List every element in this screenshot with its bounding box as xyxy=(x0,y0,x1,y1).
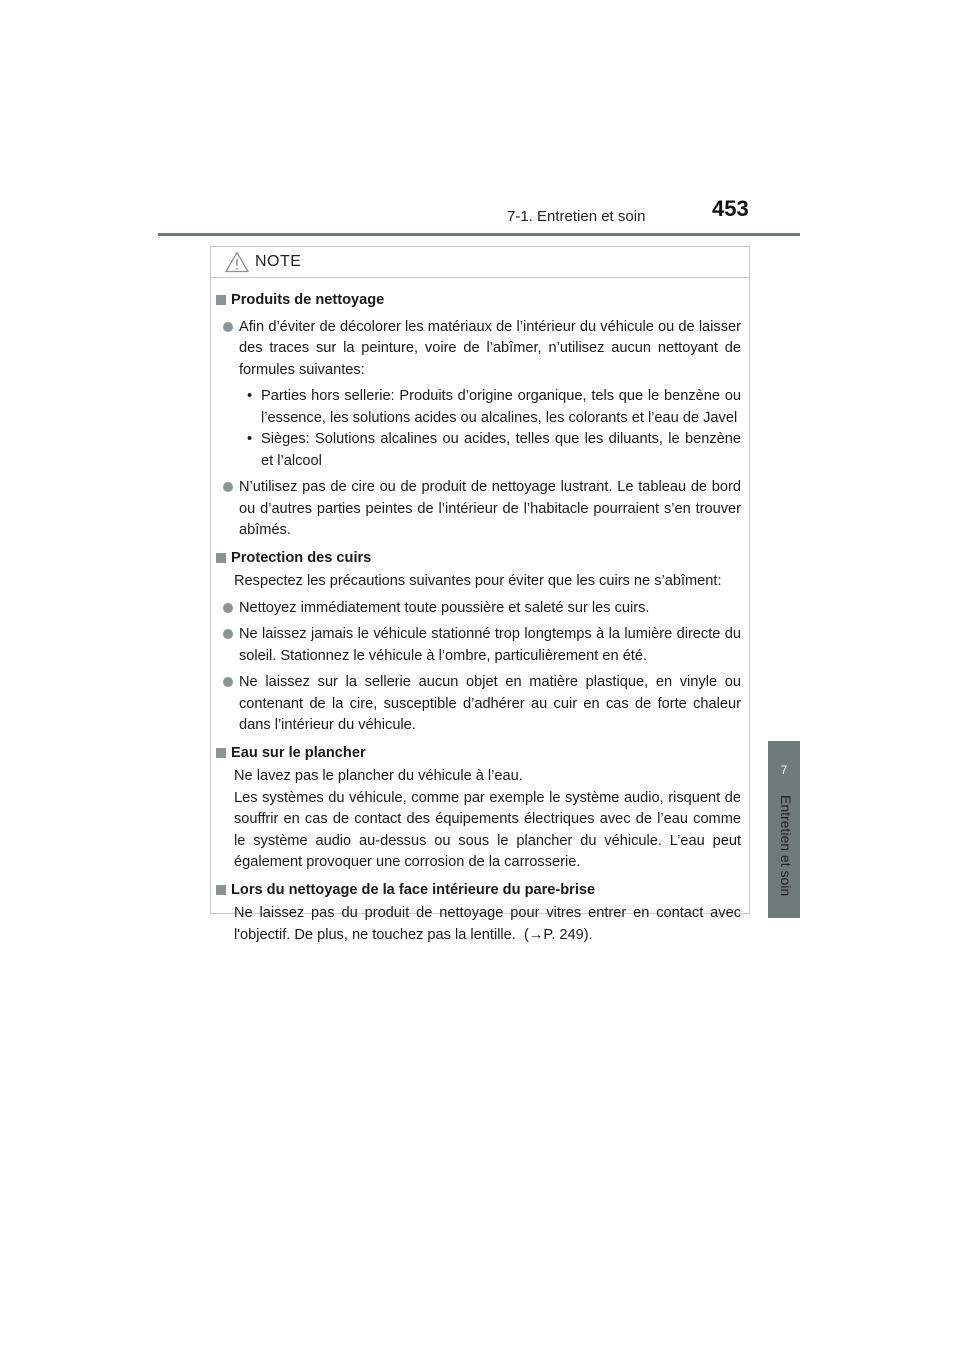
square-bullet-icon xyxy=(216,295,226,305)
note-box xyxy=(210,246,750,943)
section-heading-leather-protection: Protection des cuirs xyxy=(216,548,741,570)
section-heading-water-on-floor: Eau sur le plancher xyxy=(216,743,741,765)
square-bullet-icon xyxy=(216,553,226,563)
section-heading-windshield-cleaning: Lors du nettoyage de la face intérieure du pare-brise xyxy=(216,880,741,902)
round-bullet-icon xyxy=(223,322,233,332)
page-number: 453 xyxy=(712,196,749,221)
note-header xyxy=(211,247,749,278)
note-title: NOTE xyxy=(255,253,302,270)
sub-list-item: • Sièges: Solutions alcalines ou acides, telles que les diluants, le benzène et l’alcool xyxy=(247,431,741,469)
paragraph: Respectez les précautions suivantes pour éviter que les cuirs ne s’abîment: xyxy=(234,573,722,589)
paragraph: Ne laissez pas du produit de nettoyage pour vitres entrer en contact avec l'objectif. De plus, ne touchez pas la lentille. (→P. 249). xyxy=(234,905,741,943)
chapter-tab-number: 7 xyxy=(780,763,788,777)
round-bullet-icon xyxy=(223,629,233,639)
page-reference: (→P. 249). xyxy=(523,926,593,943)
round-bullet-icon xyxy=(223,677,233,687)
header-section-title: 7-1. Entretien et soin xyxy=(507,208,646,225)
warning-triangle-icon xyxy=(225,251,249,273)
round-bullet-icon xyxy=(223,482,233,492)
list-item: Ne laissez sur la sellerie aucun objet en matière plastique, en vinyle ou contenant de la cire, susceptible d’adhérer au cuir en cas de forte chaleur dans l’intérieur du véhicule. xyxy=(216,672,741,737)
list-item: Nettoyez immédiatement toute poussière et saleté sur les cuirs. xyxy=(216,598,741,620)
section-heading-cleaning-products: Produits de nettoyage xyxy=(216,290,741,312)
header-rule xyxy=(158,233,800,236)
round-bullet-icon xyxy=(223,603,233,613)
paragraph: Ne lavez pas le plancher du véhicule à l’eau. Les systèmes du véhicule, comme par exemple le système audio, risquent de souffrir en cas de contact des équipements électriques avec de l’eau comme le système audio au-dessus ou sous le plancher du véhicule. L’eau peut également provoquer une corrosion de la carrosserie. xyxy=(234,768,741,870)
list-item: Afin d’éviter de décolorer les matériaux de l’intérieur du véhicule ou de laisser des traces sur la peinture, voire de l’abîmer, n’utilisez aucun nettoyant de formules suivantes: xyxy=(216,317,741,382)
square-bullet-icon xyxy=(216,748,226,758)
note-body xyxy=(211,278,749,946)
chapter-tab-label: Entretien et soin xyxy=(778,795,794,897)
sub-list-item: • Parties hors sellerie: Produits d’origine organique, tels que le benzène ou l’essence, les solutions acides ou alcalines, les colorants et l’eau de Javel xyxy=(247,388,741,426)
list-item: N’utilisez pas de cire ou de produit de nettoyage lustrant. Le tableau de bord ou d’autres parties peintes de l’intérieur de l’habitacle pourraient s’en trouver abîmés. xyxy=(216,477,741,542)
list-item: Ne laissez jamais le véhicule stationné trop longtemps à la lumière directe du soleil. Stationnez le véhicule à l’ombre, particulièrement en été. xyxy=(216,624,741,667)
square-bullet-icon xyxy=(216,885,226,895)
